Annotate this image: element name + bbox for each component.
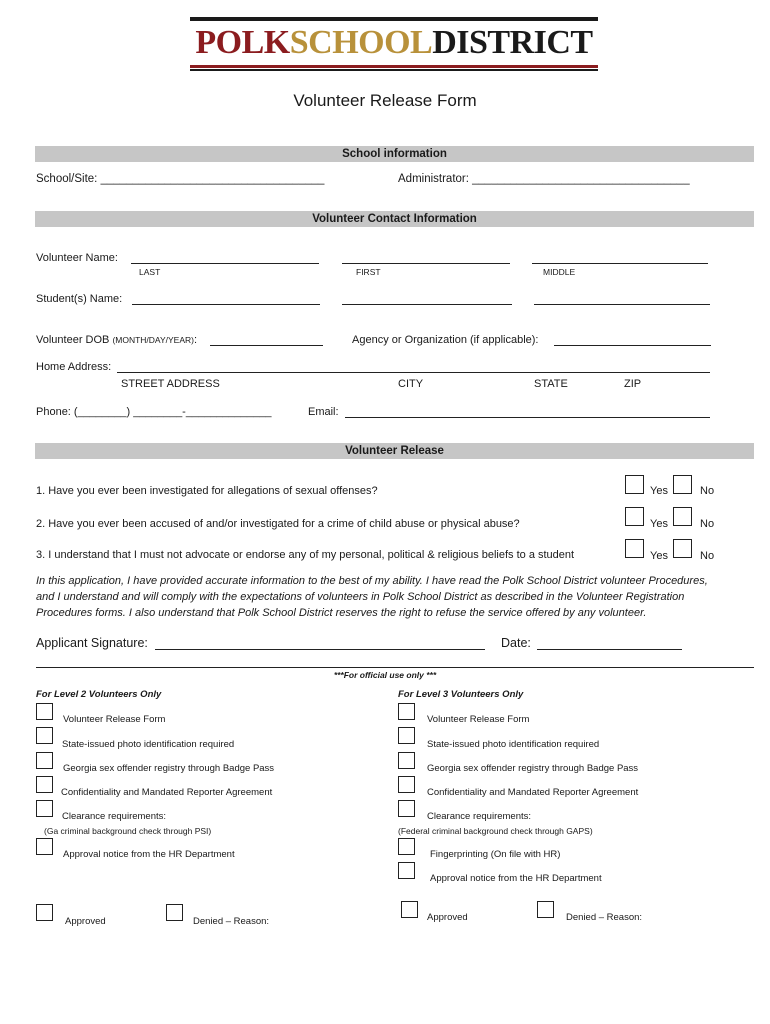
agency-line[interactable] xyxy=(554,345,711,346)
students-line-3[interactable] xyxy=(534,304,710,305)
release-heading: Volunteer Release xyxy=(345,445,444,457)
level3-title: For Level 3 Volunteers Only xyxy=(398,689,524,700)
students-line-2[interactable] xyxy=(342,304,512,305)
l2-approved-checkbox[interactable] xyxy=(36,904,53,921)
release-statement xyxy=(36,573,708,621)
school-info-bar xyxy=(35,146,754,162)
signature-label: Applicant Signature: xyxy=(36,636,148,650)
phone-field[interactable]: Phone: (________) ________-______________ xyxy=(36,406,272,418)
volunteer-name-label: Volunteer Name: xyxy=(36,252,118,264)
l3-clearance-note: (Federal criminal background check through GAPS) xyxy=(398,826,593,836)
official-divider xyxy=(36,667,754,668)
dob-line[interactable] xyxy=(210,345,323,346)
l3-denied-label: Denied – Reason: xyxy=(566,912,643,923)
name-last-line[interactable] xyxy=(131,263,319,264)
l2-registry-label: Georgia sex offender registry through Badge Pass xyxy=(63,763,275,774)
home-address-label: Home Address: xyxy=(36,361,112,373)
address-city-caption: CITY xyxy=(398,378,424,390)
l2-approved-label: Approved xyxy=(65,916,106,927)
agency-label: Agency or Organization (if applicable): xyxy=(352,334,539,346)
name-first-caption: FIRST xyxy=(356,267,381,277)
logo-school: SCHOOL xyxy=(289,24,433,61)
l3-clearance-label: Clearance requirements: xyxy=(427,811,532,822)
l2-release-form-label: Volunteer Release Form xyxy=(63,714,166,725)
q2-yes-checkbox[interactable] xyxy=(625,507,644,526)
home-address-line[interactable] xyxy=(117,372,710,373)
l2-clearance-checkbox[interactable] xyxy=(36,800,53,817)
email-line[interactable] xyxy=(345,417,710,418)
q2-no-checkbox[interactable] xyxy=(673,507,692,526)
release-bar xyxy=(35,443,754,459)
l2-denied-checkbox[interactable] xyxy=(166,904,183,921)
logo-rule-bottom xyxy=(190,65,598,68)
email-label: Email: xyxy=(308,406,339,418)
l3-photo-id-checkbox[interactable] xyxy=(398,727,415,744)
q1-yes-checkbox[interactable] xyxy=(625,475,644,494)
date-label: Date: xyxy=(501,636,531,650)
official-heading: ***For official use only *** xyxy=(333,670,437,680)
logo xyxy=(190,17,598,71)
address-street-caption: STREET ADDRESS xyxy=(121,378,220,390)
l3-fingerprinting-checkbox[interactable] xyxy=(398,838,415,855)
l2-hr-approval-label: Approval notice from the HR Department xyxy=(63,849,235,860)
level2-title: For Level 2 Volunteers Only xyxy=(36,689,162,700)
name-middle-caption: MIDDLE xyxy=(543,267,576,277)
l3-registry-label: Georgia sex offender registry through Badge Pass xyxy=(427,763,639,774)
q1-no-checkbox[interactable] xyxy=(673,475,692,494)
l3-clearance-checkbox[interactable] xyxy=(398,800,415,817)
date-line[interactable] xyxy=(537,649,682,650)
l3-confidentiality-checkbox[interactable] xyxy=(398,776,415,793)
l3-approved-checkbox[interactable] xyxy=(401,901,418,918)
l3-release-form-label: Volunteer Release Form xyxy=(427,714,530,725)
dob-label xyxy=(36,334,197,346)
q2-yes-label: Yes xyxy=(650,518,668,530)
l2-release-form-checkbox[interactable] xyxy=(36,703,53,720)
l2-photo-id-checkbox[interactable] xyxy=(36,727,53,744)
name-middle-line[interactable] xyxy=(532,263,708,264)
question-1: 1. Have you ever been investigated for allegations of sexual offenses? xyxy=(36,485,378,497)
name-first-line[interactable] xyxy=(342,263,510,264)
statement-line-1: In this application, I have provided accurate information to the best of my ability. I have read the Polk School District volunteer Procedures, xyxy=(36,575,708,587)
l3-release-form-checkbox[interactable] xyxy=(398,703,415,720)
statement-line-2: and I understand and will comply with the expectations of volunteers in Polk School District as described in the Volunteer Registration xyxy=(36,591,685,603)
page-title: Volunteer Release Form xyxy=(293,91,477,110)
contact-heading: Volunteer Contact Information xyxy=(312,213,477,225)
contact-bar xyxy=(35,211,754,227)
l3-photo-id-label: State-issued photo identification required xyxy=(427,739,600,750)
l2-denied-label: Denied – Reason: xyxy=(193,916,270,927)
l2-registry-checkbox[interactable] xyxy=(36,752,53,769)
statement-line-3: Procedures forms. I also understand that Polk School District reserves the right to refuse the service offered by any volunteer. xyxy=(36,607,647,619)
q1-no-label: No xyxy=(700,485,715,497)
logo-polk: POLK xyxy=(195,24,290,61)
l3-denied-checkbox[interactable] xyxy=(537,901,554,918)
q3-yes-label: Yes xyxy=(650,550,668,562)
l3-registry-checkbox[interactable] xyxy=(398,752,415,769)
address-zip-caption: ZIP xyxy=(624,378,642,390)
logo-rule-bottom-2 xyxy=(190,69,598,71)
school-info-heading: School information xyxy=(342,148,447,160)
signature-line[interactable] xyxy=(155,649,485,650)
students-name-label: Student(s) Name: xyxy=(36,293,123,305)
l3-fingerprinting-label: Fingerprinting (On file with HR) xyxy=(430,849,561,860)
l2-hr-approval-checkbox[interactable] xyxy=(36,838,53,855)
dob-label-text: Volunteer DOB xyxy=(36,334,110,346)
question-2: 2. Have you ever been accused of and/or investigated for a crime of child abuse or physical abuse? xyxy=(36,518,520,530)
l3-confidentiality-label: Confidentiality and Mandated Reporter Agreement xyxy=(427,787,639,798)
l2-clearance-note: (Ga criminal background check through PSI) xyxy=(44,826,212,836)
l3-hr-approval-label: Approval notice from the HR Department xyxy=(430,873,602,884)
question-3: 3. I understand that I must not advocate or endorse any of my personal, political & religious beliefs to a student xyxy=(36,549,575,561)
l2-clearance-label: Clearance requirements: xyxy=(62,811,167,822)
q2-no-label: No xyxy=(700,518,715,530)
logo-rule-top xyxy=(190,17,598,21)
administrator-field[interactable]: Administrator: __________________________________ xyxy=(398,173,690,185)
name-last-caption: LAST xyxy=(139,267,161,277)
logo-text xyxy=(190,23,598,63)
l2-confidentiality-label: Confidentiality and Mandated Reporter Agreement xyxy=(61,787,273,798)
q3-no-checkbox[interactable] xyxy=(673,539,692,558)
students-line-1[interactable] xyxy=(132,304,320,305)
l3-approved-label: Approved xyxy=(427,912,468,923)
q3-no-label: No xyxy=(700,550,715,562)
l2-photo-id-label: State-issued photo identification required xyxy=(62,739,235,750)
l3-hr-approval-checkbox[interactable] xyxy=(398,862,415,879)
q1-yes-label: Yes xyxy=(650,485,668,497)
logo-district: DISTRICT xyxy=(432,24,593,61)
school-site-field[interactable]: School/Site: ___________________________________ xyxy=(36,173,325,185)
address-state-caption: STATE xyxy=(534,378,568,390)
dob-format: (MONTH/DAY/YEAR) xyxy=(112,335,194,345)
dob-colon: : xyxy=(193,334,198,346)
l2-confidentiality-checkbox[interactable] xyxy=(36,776,53,793)
q3-yes-checkbox[interactable] xyxy=(625,539,644,558)
